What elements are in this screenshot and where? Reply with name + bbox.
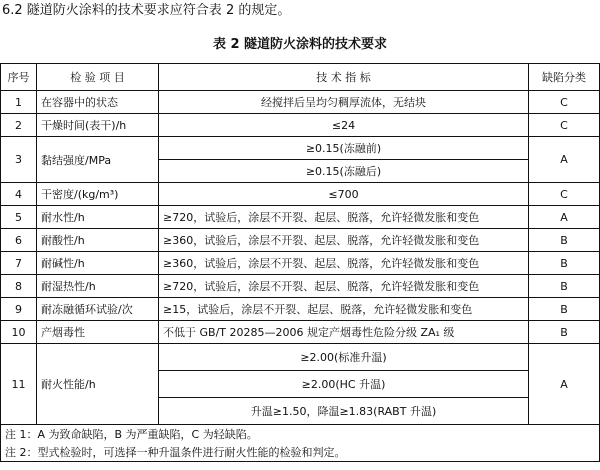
row-spec-c: 升温≥1.50，降温≥1.83(RABT 升温) <box>159 398 529 425</box>
table-note: 注 2：型式检验时，可选择一种升温条件进行耐火性能的检验和判定。 <box>1 443 600 462</box>
row-defect: C <box>529 114 600 137</box>
row-defect: B <box>529 321 600 344</box>
table-caption: 表 2 隧道防火涂料的技术要求 <box>212 37 388 52</box>
row-spec: ≤700 <box>159 183 529 206</box>
table-row <box>1 252 600 275</box>
row-no: 9 <box>1 298 37 321</box>
row-spec: 经搅拌后呈均匀稠厚流体，无结块 <box>159 91 529 114</box>
section-heading: 6.2 隧道防火涂料的技术要求应符合表 2 的规定。 <box>2 3 291 18</box>
row-item: 在容器中的状态 <box>37 91 159 114</box>
row-spec: ≥360，试验后，涂层不开裂、起层、脱落，允许轻微发胀和变色 <box>159 229 529 252</box>
row-item: 耐冻融循环试验/次 <box>37 298 159 321</box>
row-defect: A <box>529 137 600 183</box>
row-no: 5 <box>1 206 37 229</box>
row-defect: B <box>529 229 600 252</box>
header-defect: 缺陷分类 <box>529 64 600 91</box>
row-defect: B <box>529 298 600 321</box>
row-item: 干燥时间(表干)/h <box>37 114 159 137</box>
row-defect: A <box>529 206 600 229</box>
row-defect: C <box>529 91 600 114</box>
row-spec: ≥720，试验后，涂层不开裂、起层、脱落，允许轻微发胀和变色 <box>159 275 529 298</box>
table-row <box>1 114 600 137</box>
row-spec: ≥720，试验后，涂层不开裂、起层、脱落，允许轻微发胀和变色 <box>159 206 529 229</box>
note-row <box>1 443 600 462</box>
row-spec-a: ≥0.15(冻融前) <box>159 137 529 160</box>
row-item: 耐碱性/h <box>37 252 159 275</box>
table-row <box>1 206 600 229</box>
table-row <box>1 183 600 206</box>
row-spec-a: ≥2.00(标准升温) <box>159 344 529 371</box>
table-row <box>1 275 600 298</box>
row-defect: A <box>529 344 600 425</box>
header-no: 序号 <box>1 64 37 91</box>
spec-table <box>0 63 600 462</box>
table-row <box>1 137 600 160</box>
row-item: 黏结强度/MPa <box>37 137 159 183</box>
table-row <box>1 321 600 344</box>
row-item: 耐酸性/h <box>37 229 159 252</box>
row-no: 8 <box>1 275 37 298</box>
row-spec: ≥15，试验后，涂层不开裂、起层、脱落，允许轻微发胀和变色 <box>159 298 529 321</box>
row-no: 3 <box>1 137 37 183</box>
row-no: 4 <box>1 183 37 206</box>
row-no: 2 <box>1 114 37 137</box>
table-row <box>1 344 600 371</box>
row-no: 10 <box>1 321 37 344</box>
row-defect: C <box>529 183 600 206</box>
table-row <box>1 91 600 114</box>
row-no: 7 <box>1 252 37 275</box>
row-spec-b: ≥0.15(冻融后) <box>159 160 529 183</box>
row-item: 耐火性能/h <box>37 344 159 425</box>
row-item: 产烟毒性 <box>37 321 159 344</box>
row-defect: B <box>529 252 600 275</box>
row-no: 11 <box>1 344 37 425</box>
row-item: 耐水性/h <box>37 206 159 229</box>
row-no: 6 <box>1 229 37 252</box>
table-note: 注 1：A 为致命缺陷，B 为严重缺陷，C 为轻缺陷。 <box>1 425 600 444</box>
row-item: 耐湿热性/h <box>37 275 159 298</box>
note-row <box>1 425 600 444</box>
row-spec: ≤24 <box>159 114 529 137</box>
header-spec: 技 术 指 标 <box>159 64 529 91</box>
row-spec: ≥360，试验后，涂层不开裂、起层、脱落，允许轻微发胀和变色 <box>159 252 529 275</box>
header-item: 检 验 项 目 <box>37 64 159 91</box>
row-no: 1 <box>1 91 37 114</box>
table-row <box>1 229 600 252</box>
row-item: 干密度/(kg/m³) <box>37 183 159 206</box>
row-defect: B <box>529 275 600 298</box>
table-header-row <box>1 64 600 91</box>
row-spec-b: ≥2.00(HC 升温) <box>159 371 529 398</box>
table-row <box>1 298 600 321</box>
row-spec: 不低于 GB/T 20285—2006 规定产烟毒性危险分级 ZA₁ 级 <box>159 321 529 344</box>
